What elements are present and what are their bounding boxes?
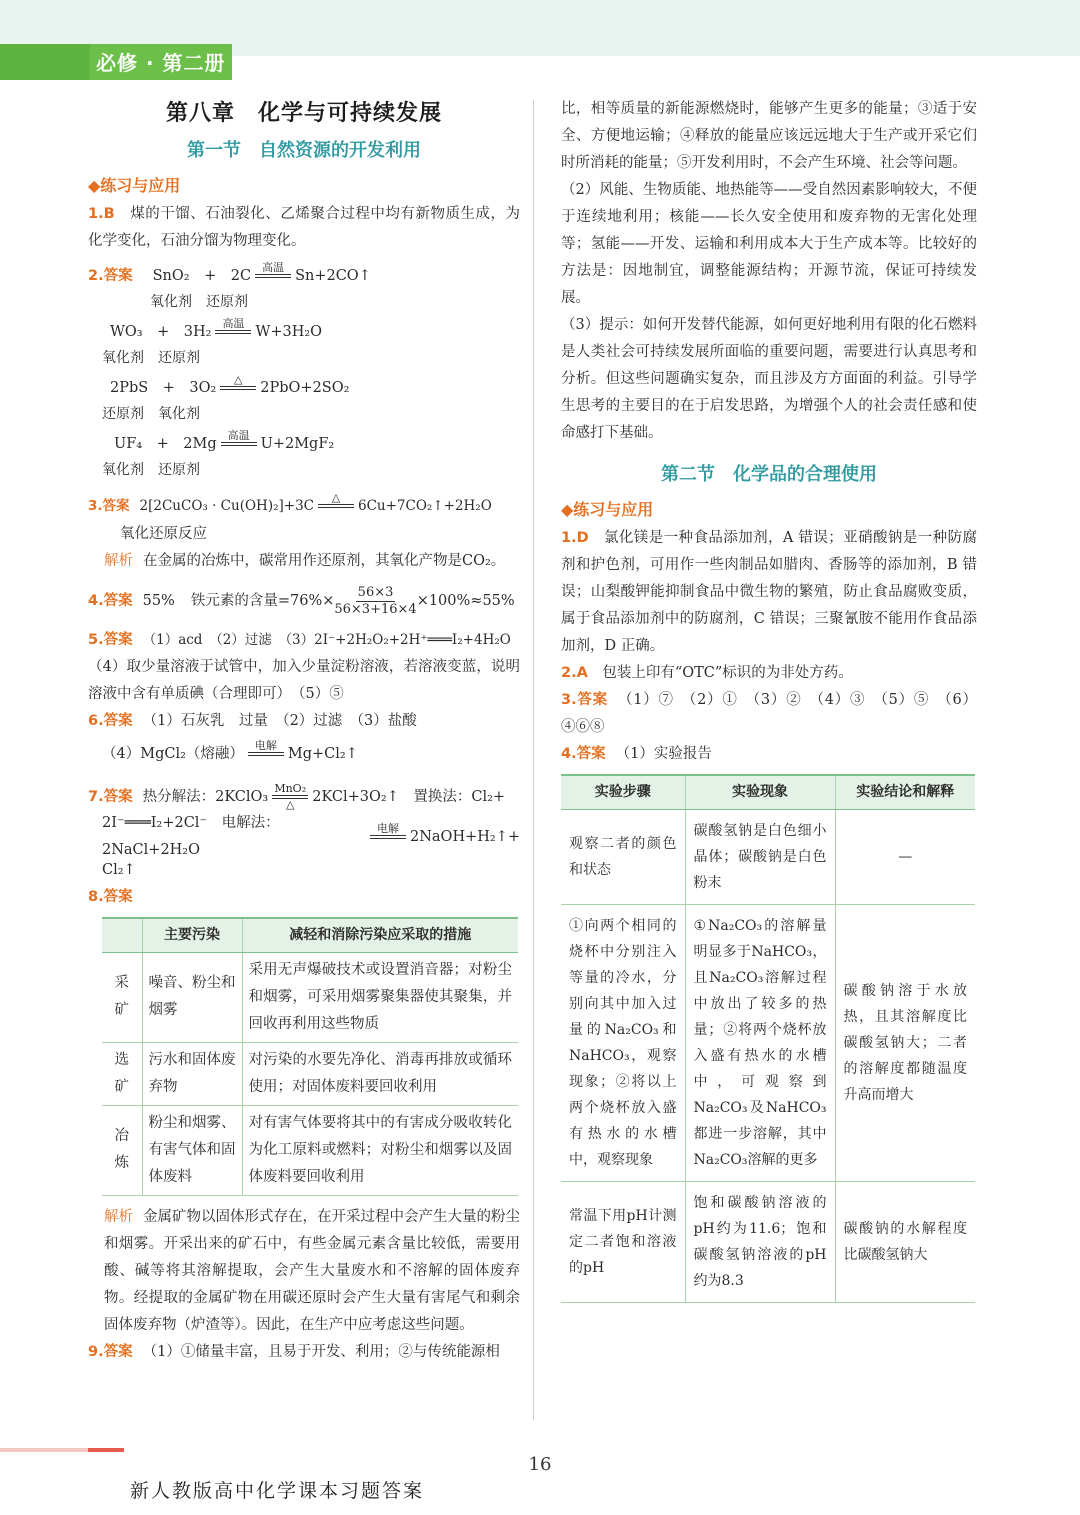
s2-q4-text: （1）实验报告 <box>615 746 712 762</box>
table-header: 减轻和消除污染应采取的措施 <box>242 918 518 952</box>
q5-num: 5.答案 <box>88 632 133 648</box>
q6-rhs: Mg+Cl₂↑ <box>287 745 358 762</box>
left-column <box>88 96 520 1366</box>
q7-num: 7.答案 <box>88 788 133 805</box>
q8-jiexi: 解析 <box>104 1208 133 1225</box>
q4-post: ×100%≈55% <box>416 592 515 609</box>
q9-cont-3: （3）提示：如何开发替代能源，如何更好地利用有限的化石燃料是人类社会可持续发展所面临的重要问题，需要进行认真思考和分析。但这些问题确实复杂，而且涉及方方面面的利益。引导学生思考的主要目的在于启发思路，为增强个人的社会责任感和使命感打下基础。 <box>561 317 977 441</box>
q8-num: 8.答案 <box>88 889 133 905</box>
table-cell: 冶炼 <box>102 1105 142 1195</box>
q5-line2: （4）取少量溶液于试管中，加入少量淀粉溶液，若溶液变蓝，说明溶液中含有单质碘（合理即可） （5）⑤ <box>88 659 520 702</box>
q9-num: 9.答案 <box>88 1343 133 1360</box>
q7-a: 热分解法：2KClO₃ <box>142 788 269 805</box>
q2-eq3-rhs: 2PbO+2SO₂ <box>260 379 350 396</box>
footer-bar-accent <box>88 1448 124 1452</box>
q1 <box>88 201 520 255</box>
s2-q2 <box>561 660 977 687</box>
q7-a-rhs: 2KCl+3O₂↑ 置换法：Cl₂+ <box>312 788 506 805</box>
table-row <box>102 1105 518 1195</box>
chapter-title: 第八章 化学与可持续发展 <box>165 101 442 126</box>
practice-heading-2: ◆练习与应用 <box>561 500 654 519</box>
table-cell: 饱和碳酸钠溶液的pH约为11.6；饱和碳酸氢钠溶液的pH约为8.3 <box>685 1181 835 1302</box>
q9-line1: （1）①储量丰富，且易于开发、利用；②与传统能源相 <box>142 1343 500 1360</box>
q3 <box>88 491 520 575</box>
q6-num: 6.答案 <box>88 713 133 729</box>
right-column <box>561 96 977 1311</box>
section-1-title: 第一节 自然资源的开发利用 <box>187 140 421 161</box>
table-header: 实验结论和解释 <box>835 775 975 809</box>
q7-a-bot: △ <box>285 798 295 811</box>
q2 <box>88 261 520 481</box>
table-header: 主要污染 <box>142 918 242 952</box>
q3-num: 3.答案 <box>88 497 130 514</box>
pollution-table <box>102 917 518 1196</box>
column-divider <box>533 100 534 1420</box>
table-row <box>561 904 975 1181</box>
q3-rhs: 6Cu+7CO₂↑+2H₂O <box>358 497 492 514</box>
q5-line1: （1）acd （2）过滤 （3）2I⁻+2H₂O₂+2H⁺═══I₂+4H₂O <box>142 632 511 648</box>
q8-expl: 金属矿物以固体形式存在，在开采过程中会产生大量的粉尘和烟雾。开采出来的矿石中，有些金属元素含量比较低，需要用酸、碱等将其溶解提取，会产生大量废水和不溶解的固体废弃物。经提取的金属矿物在用碳还原时会产生大量有害尾气和剩余固体废弃物（炉渣等）。因此，在生产中应考虑这些问题。 <box>104 1208 520 1333</box>
q9 <box>88 1339 520 1366</box>
table-cell: 碳酸钠溶于水放热，且其溶解度比碳酸氢钠大；二者的溶解度都随温度升高而增大 <box>835 904 975 1181</box>
tag-label: 必修 · 第二册 <box>96 51 226 75</box>
q2-num: 2.答案 <box>88 267 133 284</box>
table-cell: 采矿 <box>102 952 142 1042</box>
s2-q2-num: 2.A <box>561 665 588 681</box>
practice-heading-1: ◆练习与应用 <box>88 176 181 195</box>
table-cell: 选矿 <box>102 1042 142 1105</box>
q5 <box>88 627 520 708</box>
s2-q1 <box>561 525 977 660</box>
table-cell: 噪音、粉尘和烟雾 <box>142 952 242 1042</box>
q6 <box>88 708 520 769</box>
q9-cont-1: 比，相等质量的新能源燃烧时，能够产生更多的能量；③适于安全、方便地运输；④释放的能量应该远远地大于生产或开采它们时所消耗的能量；⑤开发利用时，不会产生环境、社会等问题。 <box>561 101 977 171</box>
table-cell: 碳酸钠的水解程度比碳酸氢钠大 <box>835 1181 975 1302</box>
q2-eq2-cond: 高温 <box>222 317 245 330</box>
q7-a-top: MnO₂ <box>274 782 307 795</box>
table-cell: 观察二者的颜色和状态 <box>561 809 685 904</box>
s2-q1-num: 1.D <box>561 530 589 546</box>
q2-eq4-roles: 氧化剂 还原剂 <box>102 462 200 478</box>
s2-q2-text: 包装上印有“OTC”标识的为非处方药。 <box>602 665 853 681</box>
tag-accent <box>0 44 90 80</box>
q2-eq2-roles: 氧化剂 还原剂 <box>102 350 200 366</box>
q3-type: 氧化还原反应 <box>120 526 207 542</box>
s2-q3-num: 3.答案 <box>561 692 608 708</box>
q6-lhs: （4）MgCl₂（熔融） <box>102 745 244 762</box>
q4 <box>88 581 520 621</box>
q2-eq4-cond: 高温 <box>227 429 250 442</box>
q7-b-cond: 电解 <box>377 822 399 835</box>
section-2-title: 第二节 化学品的合理使用 <box>661 464 877 485</box>
table-cell: 采用无声爆破技术或设置消音器；对粉尘和烟雾，可采用烟雾聚集器使其聚集，并回收再利用这些物质 <box>242 952 518 1042</box>
table-cell: 碳酸氢钠是白色细小晶体；碳酸钠是白色粉末 <box>685 809 835 904</box>
q2-eq4-lhs: UF₄ + 2Mg <box>114 435 217 452</box>
q2-eq1-rhs: Sn+2CO↑ <box>295 267 371 284</box>
q4-frac-den: 56×3+16×4 <box>334 601 417 617</box>
q1-num: 1.B <box>88 206 115 222</box>
table-cell: — <box>835 809 975 904</box>
q2-eq1-cond: 高温 <box>262 261 285 274</box>
s2-q4 <box>561 741 977 768</box>
table-cell: 粉尘和烟雾、有害气体和固体废料 <box>142 1105 242 1195</box>
q4-num: 4.答案 <box>88 592 133 609</box>
q4-ans: 55% <box>142 592 175 609</box>
s2-q4-num: 4.答案 <box>561 746 606 762</box>
table-cell: ①向两个相同的烧杯中分别注入等量的冷水，分别向其中加入过量的Na₂CO₃和NaHCO₃，观察现象；②将以上两个烧杯放入盛有热水的水槽中，观察现象 <box>561 904 685 1181</box>
q2-eq3-lhs: 2PbS + 3O₂ <box>110 379 217 396</box>
experiment-table <box>561 774 975 1303</box>
table-cell: 对污染的水要先净化、消毒再排放或循环使用；对固体废料要回收利用 <box>242 1042 518 1105</box>
table-header: 实验现象 <box>685 775 835 809</box>
q2-eq2-lhs: WO₃ + 3H₂ <box>110 323 212 340</box>
book-tag <box>0 44 232 80</box>
table-row <box>561 1181 975 1302</box>
table-cell: ①Na₂CO₃的溶解量明显多于NaHCO₃，且Na₂CO₃溶解过程中放出了较多的热量；②将两个烧杯放入盛有热水的水槽中，可观察到Na₂CO₃及NaHCO₃都进一步溶解，其中Na₂CO₃溶解的更多 <box>685 904 835 1181</box>
q6-line1: （1）石灰乳 过量 （2）过滤 （3）盐酸 <box>142 713 417 729</box>
table-header <box>102 918 142 952</box>
q3-cond: △ <box>331 491 341 504</box>
table-row <box>561 809 975 904</box>
book-title: 新人教版高中化学课本习题答案 <box>130 1480 425 1502</box>
table-header: 实验步骤 <box>561 775 685 809</box>
q3-lhs: 2[2CuCO₃ · Cu(OH)₂]+3C <box>139 497 314 514</box>
page-number: 16 <box>528 1454 552 1475</box>
table-cell: 对有害气体要将其中的有害成分吸收转化为化工原料或燃料；对粉尘和烟雾以及固体废料要回收利用 <box>242 1105 518 1195</box>
q8 <box>88 884 520 1339</box>
q2-eq1-roles: 氧化剂 还原剂 <box>150 294 248 310</box>
q4-frac-num: 56×3 <box>357 584 394 600</box>
q7-b: 2I⁻═══I₂+2Cl⁻ 电解法：2NaCl+2H₂O <box>102 815 280 858</box>
q4-pre: 铁元素的含量=76%× <box>190 592 335 609</box>
table-cell: 污水和固体废弃物 <box>142 1042 242 1105</box>
s2-q3-text: （1）⑦ （2）① （3）② （4）③ （5）⑤ （6）④⑥⑧ <box>561 692 977 735</box>
q3-expl: 在金属的冶炼中，碳常用作还原剂，其氧化产物是CO₂。 <box>143 553 506 569</box>
q9-cont-2: （2）风能、生物质能、地热能等——受自然因素影响较大，不便于连续地利用；核能——长久安全使用和废弃物的无害化处理等；氢能——开发、运输和利用成本大于生产成本等。比较好的方法是：因地制宜，调整能源结构；开源节流，保证可持续发展。 <box>561 182 977 306</box>
q2-eq1-lhs: SnO₂ + 2C <box>152 267 252 284</box>
q3-jiexi: 解析 <box>104 553 133 569</box>
q2-eq3-roles: 还原剂 氧化剂 <box>102 406 200 422</box>
q6-cond: 电解 <box>254 739 277 752</box>
q1-text: 煤的干馏、石油裂化、乙烯聚合过程中均有新物质生成，为化学变化，石油分馏为物理变化。 <box>88 206 521 249</box>
q7 <box>88 777 520 884</box>
q2-eq4-rhs: U+2MgF₂ <box>260 435 335 452</box>
table-cell: 常温下用pH计测定二者饱和溶液的pH <box>561 1181 685 1302</box>
s2-q1-text: 氯化镁是一种食品添加剂，A 错误；亚硝酸钠是一种防腐剂和护色剂，可用作一些肉制品如腊肉、香肠等的添加剂，B 错误；山梨酸钾能抑制食品中微生物的繁殖，防止食品腐败变质，属于食品添加剂中的防腐剂，C 错误；三聚氰胺不能用作食品添加剂，D 正确。 <box>561 530 977 654</box>
q7-b-rhs: 2NaOH+H₂↑+ <box>410 828 520 845</box>
q7-c: Cl₂↑ <box>102 862 136 878</box>
table-row <box>102 1042 518 1105</box>
q2-eq3-cond: △ <box>234 373 243 386</box>
s2-q3 <box>561 687 977 741</box>
table-row <box>102 952 518 1042</box>
q2-eq2-rhs: W+3H₂O <box>255 323 323 340</box>
